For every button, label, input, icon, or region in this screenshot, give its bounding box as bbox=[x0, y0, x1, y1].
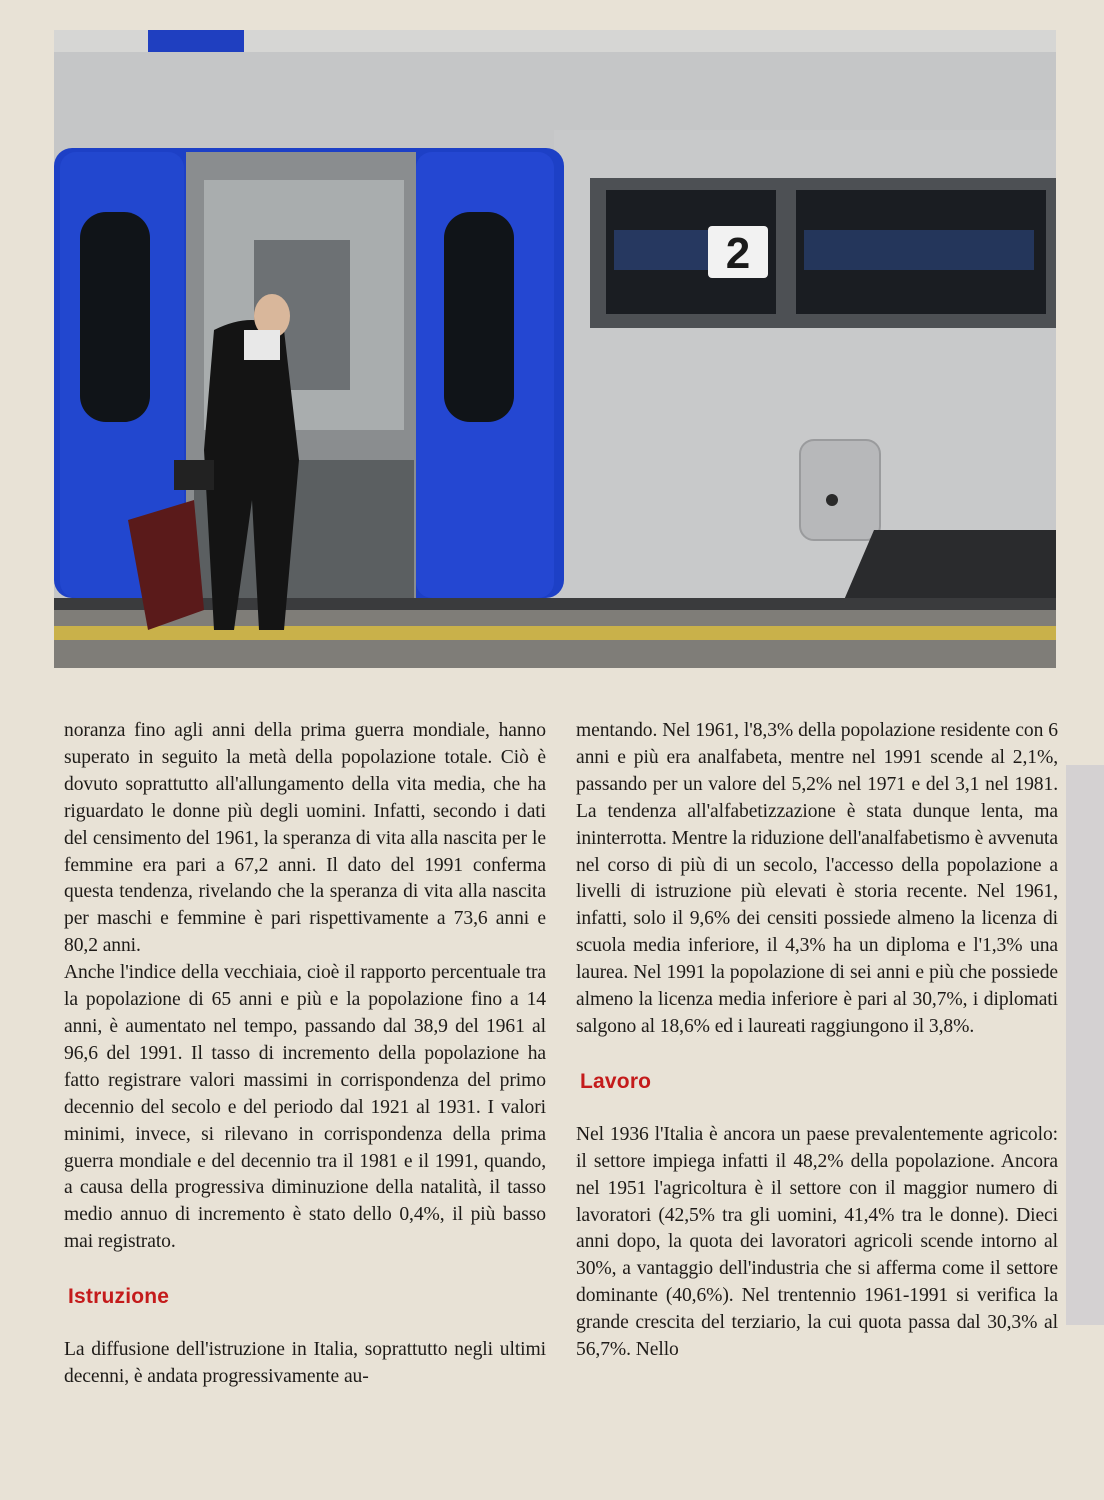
right-column bbox=[576, 718, 1058, 1364]
left-column bbox=[64, 718, 546, 1391]
train-photo bbox=[54, 30, 1056, 668]
paragraph: Anche l'indice della vecchiaia, cioè il rapporto percentuale tra la popolazione di 65 anni e più e la popolazione fino a 14 anni, è aumentato nel tempo, passando dal 38,9 del 1961 al 96,6 del 1991. Il tasso di incremento della popolazione ha fatto registrare valori massimi in corrispondenza del primo decennio del secolo e del periodo dal 1921 al 1931. I valori minimi, invece, si rilevano in corrispondenza della prima guerra mondiale e del decennio tra il 1981 e il 1991, quando, a causa della progressiva diminuzione della natalità, il tasso medio annuo di incremento è stato dello 0,4%, il più basso mai registrato. bbox=[64, 962, 546, 1253]
train-illustration bbox=[54, 30, 1056, 668]
paragraph: Nel 1936 l'Italia è ancora un paese prevalentemente agricolo: il settore impiega infatti il 48,2% della popolazione. Ancora nel 1951 l'agricoltura è il settore con il maggior numero di lavoratori (42,5% tra gli uomini, 41,4% tra le donne). Dieci anni dopo, la quota dei lavoratori agricoli scende intorno al 30%, a vantaggio dell'industria che si afferma come il settore dominante (40,6%). Nel trentennio 1961-1991 si verifica la grande crescita del terziario, la cui quota passa dal 30,3% al 56,7%. Nello bbox=[576, 1123, 1058, 1361]
section-heading-istruzione: Istruzione bbox=[68, 1285, 170, 1309]
paragraph: noranza fino agli anni della prima guerra mondiale, hanno superato in seguito la metà della popolazione totale. Ciò è dovuto soprattutto all'allungamento della vita media, che ha riguardato le donne più degli uomini. Infatti, secondo i dati del censimento del 1961, la speranza di vita alla nascita per le femmine era pari a 67,2 anni. Il dato del 1991 conferma questa tendenza, rivelando che la speranza di vita alla nascita per maschi e femmine è pari rispettivamente a 73,6 anni e 80,2 anni. bbox=[64, 720, 546, 957]
margin-tab bbox=[1066, 765, 1104, 1325]
class-number-label: 2 bbox=[725, 229, 751, 278]
section-heading-lavoro: Lavoro bbox=[580, 1069, 652, 1093]
paragraph: mentando. Nel 1961, l'8,3% della popolazione residente con 6 anni e più era analfabeta, mentre nel 1991 scende al 2,1%, passando per un valore del 5,2% nel 1971 e del 3,1 nel 1981. La tendenza all'alfabetizzazione è stata dunque lenta, ma ininterrotta. Mentre la riduzione dell'analfabetismo è avvenuta nel corso di più di un secolo, l'accesso della popolazione a livelli di istruzione più elevati è storia recente. Nel 1961, infatti, solo il 9,6% dei censiti possiede almeno la licenza di scuola media inferiore, il 4,3% ha un diploma e l'1,3% una laurea. Nel 1991 la popolazione di sei anni e più che possiede almeno la licenza media inferiore è pari al 30,7%, i diplomati salgono al 18,6% ed i laureati raggiungono il 3,8%. bbox=[576, 720, 1058, 1037]
paragraph: La diffusione dell'istruzione in Italia, soprattutto negli ultimi decenni, è andata progressivamente au- bbox=[64, 1339, 546, 1387]
